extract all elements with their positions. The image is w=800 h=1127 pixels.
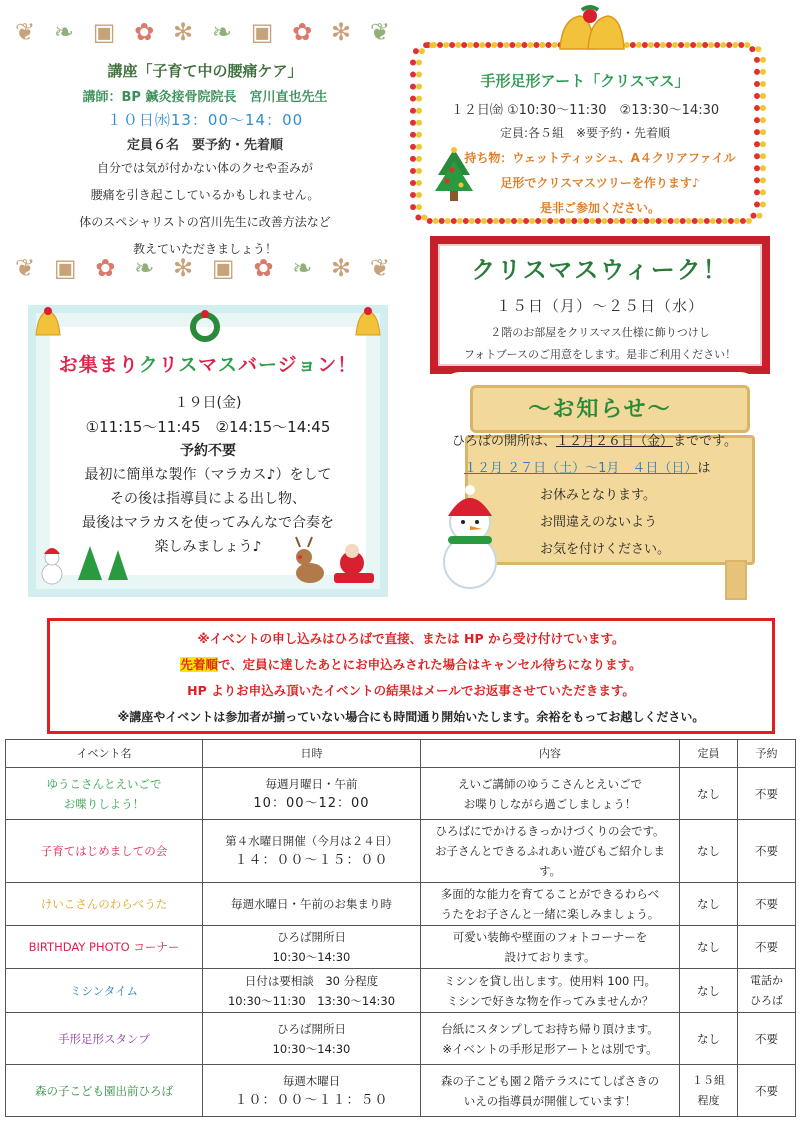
event-capacity-cell: なし [680,1013,738,1065]
gathering-title-part: バ [238,354,259,376]
flower-icon: ✿ [292,18,313,46]
gathering-desc-line: 最後はマラカスを使ってみんなで合奏を [82,515,334,531]
event-capacity-cell: １５組 程度 [680,1065,738,1117]
event-reservation-cell: 不要 [738,926,796,969]
gathering-title-part: リ [158,354,179,376]
handprint-bring: 持ち物：ウェットティッシュ、A４クリアファイル [464,151,736,165]
christmas-week-desc: フォトブースのご用意をします。是非ご利用ください！ [463,348,737,361]
header-content: 内容 [421,740,680,768]
event-name-cell: ゆうこさんとえいごで お喋りしよう！ [6,768,203,820]
handprint-capacity: 定員:各５組 ※要予約・先着順 [499,126,671,140]
gathering-desc-line: 楽しみましょう♪ [154,539,262,555]
table-row [6,1013,796,1065]
gathering-title-part: ー [258,354,278,376]
event-time-cell: 毎週月曜日・午前 10：00～12：00 [203,768,421,820]
leaf-icon: ❦ [369,254,390,282]
header-capacity: 定員 [680,740,738,768]
event-capacity-cell: なし [680,926,738,969]
event-reservation-cell: 不要 [738,820,796,883]
notice-line-start-time: ※講座やイベントは参加者が揃っていない場合にも時間通り開始いたします。余裕をもってお越しください。 [117,710,705,724]
event-reservation-cell: 不要 [738,1065,796,1117]
gift-box-icon: ▣ [53,254,77,282]
handprint-title: 手形足形アート「クリスマス」 [480,72,690,90]
lecture-desc-line: 教えていただきましょう！ [132,242,277,256]
event-name-cell: 手形足形スタンプ [6,1013,203,1065]
closing-date: １２月２６日（金） [556,434,674,449]
notice-section [440,392,760,423]
lecture-capacity: 定員６名 要予約・先着順 [126,138,283,153]
notice-line-email: HP よりお申込み頂いたイベントの結果はメールでお返事させていただきます。 [187,683,635,698]
table-row [6,926,796,969]
event-content-cell: ミシンを貸し出します。使用料 100 円。 ミシンで好きな物を作ってみませんか？ [421,969,680,1013]
lecture-desc-line: 自分では気が付かない体のクセや歪みが [96,161,313,175]
gift-box-icon: ▣ [92,18,116,46]
event-time-cell: 第４水曜日開催（今月は２４日） １４：００～１５：００ [203,820,421,883]
gathering-date: １９日(金) [174,395,242,411]
header-datetime: 日時 [203,740,421,768]
table-row [6,969,796,1013]
event-reservation-cell: 電話か ひろば [738,969,796,1013]
board-post [725,560,747,600]
header-event-name: イベント名 [6,740,203,768]
snowflake-icon: ✻ [331,18,352,46]
notice-line-apply: ※イベントの申し込みはひろばで直接、または HP から受け付けています。 [197,631,625,646]
lecture-title: 講座「子育て中の腰痛ケア」 [107,62,303,80]
event-capacity-cell: なし [680,820,738,883]
wreath-icon [187,307,223,343]
table-row [6,1065,796,1117]
application-notice [50,626,772,730]
flower-icon: ✿ [134,18,155,46]
sprig-icon: ❧ [211,18,232,46]
gift-box-icon: ▣ [250,18,274,46]
sprig-icon: ❧ [134,254,155,282]
gathering-title-part: ョ [297,354,318,376]
gathering-title-part: ス [178,354,198,376]
gathering-title-part: お集まり [58,354,139,376]
christmas-week-section [438,250,762,366]
gathering-section [36,350,380,559]
leaf-icon: ❦ [15,18,36,46]
leaf-icon: ❦ [369,18,390,46]
handprint-make: 足形でクリスマスツリーを作ります♪ [500,176,700,190]
header-reservation: 予約 [738,740,796,768]
bell-icon [30,305,66,341]
event-reservation-cell: 不要 [738,1013,796,1065]
handprint-dates: １２日㈮ ①10:30～11:30 ②13:30～14:30 [450,103,720,118]
reindeer-santa-icon [290,535,380,590]
notice-text [452,428,772,563]
leaf-icon: ❦ [15,254,36,282]
event-time-cell: 日付は要相談 30 分程度 10:30～11:30 13:30～14:30 [203,969,421,1013]
event-reservation-cell: 不要 [738,883,796,926]
christmas-week-dates: １５日（月）～２５日（水） [495,297,704,315]
notice-line: お間違えのないよう [540,515,658,530]
gathering-title-part: ク [138,354,159,376]
lecture-time: １０日㈬13：00～14：00 [106,111,304,129]
ornament-row-bottom [15,248,390,288]
event-name-cell: 子育てはじめましての会 [6,820,203,883]
lecture-description [0,155,410,263]
notice-line: お気を付けください。 [540,542,671,557]
event-content-cell: 可愛い装飾や壁面のフォトコーナーを 設けております。 [421,926,680,969]
handprint-join: 是非ご参加ください。 [539,201,660,215]
event-content-cell: 多面的な能力を育てることができるわらべ うたをお子さんと一緒に楽しみましょう。 [421,883,680,926]
snowflake-icon: ✻ [331,254,352,282]
event-content-cell: 台紙にスタンプしてお持ち帰り頂けます。 ※イベントの手形足形アートとは別です。 [421,1013,680,1065]
event-name-cell: 森の子こども園出前ひろば [6,1065,203,1117]
sprig-icon: ❧ [53,18,74,46]
table-row [6,883,796,926]
snowflake-icon: ✻ [173,254,194,282]
gift-box-icon: ▣ [211,254,235,282]
christmas-tree-icon [432,145,476,205]
event-time-cell: 毎週木曜日 １０：００～１１：５０ [203,1065,421,1117]
gathering-desc-line: 最初に簡単な製作（マラカス♪）をして [84,467,332,483]
flower-icon: ✿ [95,254,116,282]
gathering-no-reservation: 予約不要 [180,443,236,459]
event-time-cell: 毎週水曜日・午前のお集まり時 [203,883,421,926]
event-name-cell: BIRTHDAY PHOTO コーナー [6,926,203,969]
lecture-desc-line: 体のスペシャリストの宮川先生に改善方法など [79,215,331,229]
ornament-row-top [15,12,390,52]
event-content-cell: えいご講師のゆうこさんとえいごで お喋りしながら過ごしましょう！ [421,768,680,820]
gathering-title-part: ン！ [317,354,358,376]
notice-line: お休みとなります。 [540,488,656,503]
event-time-cell: ひろば開所日 10:30～14:30 [203,1013,421,1065]
notice-line-first-come: 先着順で、定員に達したあとにお申込みされた場合はキャンセル待ちになります。 [180,657,642,672]
table-row [6,768,796,820]
christmas-week-title: クリスマスウィーク！ [471,256,729,284]
bells-icon [540,4,640,54]
gathering-title [36,350,380,377]
notice-title: ～お知らせ～ [528,397,672,422]
event-capacity-cell: なし [680,768,738,820]
notice-line: ひろばの開所は、１２月２６日（金）までです。 [452,434,737,449]
event-name-cell: けいこさんのわらべうた [6,883,203,926]
table-header-row [6,740,796,768]
event-name-cell: ミシンタイム [6,969,203,1013]
event-reservation-cell: 不要 [738,768,796,820]
christmas-week-desc: ２階のお部屋をクリスマス仕様に飾りつけし [490,326,710,339]
holiday-range: １２月 ２７日（土）～1月 ４日（日） [464,461,698,476]
notice-line: １２月 ２７日（土）～1月 ４日（日）は [464,461,711,476]
event-capacity-cell: なし [680,969,738,1013]
flower-icon: ✿ [253,254,274,282]
event-content-cell: 森の子こども園２階テラスにてしばさきの いえの指導員が開催しています！ [421,1065,680,1117]
lecture-teacher: 講師：BP 鍼灸接骨院院長 宮川直也先生 [82,90,328,105]
gathering-title-part: マ [197,354,218,376]
lecture-section [0,60,410,263]
events-table [5,739,796,1117]
event-content-cell: ひろばにでかけるきっかけづくりの会です。 お子さんとできるふれあい遊びもご紹介します。 [421,820,680,883]
gathering-desc-line: その後は指導員による出し物、 [110,491,306,507]
lecture-desc-line: 腰痛を引き起こしているかもしれません。 [90,188,320,202]
gathering-title-part: ス [217,354,238,376]
sprig-icon: ❧ [292,254,313,282]
gathering-times: ①11:15～11:45 ②14:15～14:45 [85,418,331,436]
event-time-cell: ひろば開所日 10:30～14:30 [203,926,421,969]
event-capacity-cell: なし [680,883,738,926]
table-row [6,820,796,883]
bell-icon [350,305,386,341]
gathering-title-part: ジ [277,354,298,376]
snowflake-icon: ✻ [173,18,194,46]
snowman-trees-icon [38,540,138,588]
